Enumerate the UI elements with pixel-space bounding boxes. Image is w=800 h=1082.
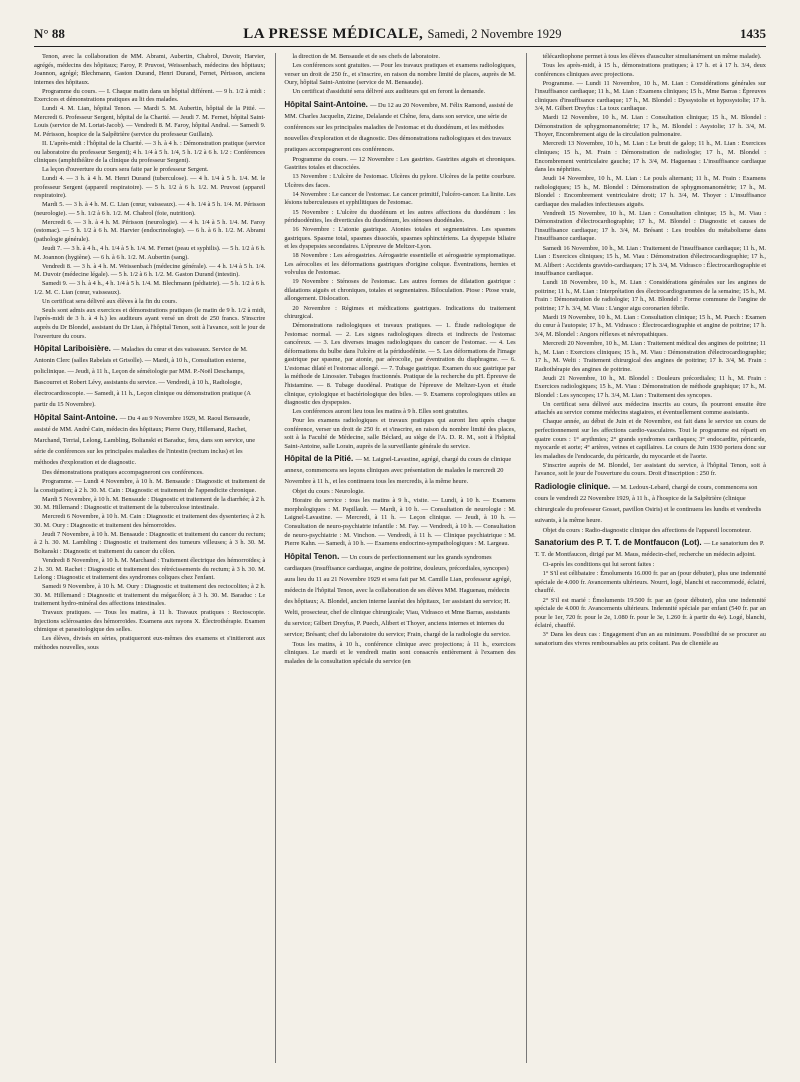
publication-title: LA PRESSE MÉDICALE, <box>243 26 424 42</box>
paragraph: Les élèves, divisés en séries, pratiqueront eux-mêmes des examens et s'initieront aux méthodes nouvelles, sous <box>34 635 266 651</box>
paragraph: Jeudi 7. — 3 h. à 4 h., 4 h. 1/4 à 5 h. 1/4. M. Fernet (peau et syphilis). — 5 h. 1/2 à 6 h. M. Joannon (hygiène). — 6 h. à 6 h. 1/2. M. Aubertin (sang). <box>34 245 266 261</box>
paragraph: Les conférences auront lieu tous les matins à 9 h. Elles sont gratuites. <box>292 408 469 416</box>
paragraph: Horaire du service : tous les matins à 9 h., visite. — Lundi, à 10 h. — Examens morphologiques : M. Papillault. — Mardi, à 10 h. — Consultation de neurologie : M. Laignel-Lavastine. — Mercredi, à 11 h. — Leçon clinique. — Jeudi, à 10 h. — Consultation de neuro-psychiatrie infantile : M. Fay. — Vendredi, à 10 h. — Consultation de neuro-psychiatrie : M. Vinchon. — Vendredi, à 11 h. — Clinique psychiatrique : M. Pierre Kahn. — Samedi, à 10 h. — Examens endocrino-sympathologiques : M. Largeau. <box>284 497 516 548</box>
section-title: Hôpital Lariboisière. <box>34 344 111 354</box>
section-lead-text: — Maladies du cœur et des vaisseaux. Service de M. Antonin Clerc (salles Rabelais et Grisolle). — Mardi, à 10 h., Consultation externe, policlinique. — Jeudi, à 11 h., Leçon de séméiologie par MM. P.-Noël Deschamps, Bascourret et Robert Lévy, assistants du service. — Vendredi, à 10 h., Radiologie, électrocardioscopie. — Samedi, à 11 h., Leçon clinique ou démonstration pratique (A partir du 15 Novembre). <box>34 346 251 409</box>
paragraph: Vendredi 8. — 3 h. à 4 h. M. Weissenbach (médecine générale). — 4 h. 1/4 à 5 h. 1/4. M. Duvoir (médecine légale). — 5 h. 1/2 à 6 h. 1/2. M. Gaston Durand (intestin). <box>34 262 266 279</box>
paragraph: Un certificat sera délivré aux médecins inscrits au cours, ils pourront ensuite être attachés au service comme médecins stagiaires, et éventuellement comme assistants. <box>534 400 766 417</box>
issue-date: Samedi, 2 Novembre 1929 <box>427 27 562 41</box>
section-lead-text: — Un cours de perfectionnement sur les grands syndromes cardiaques (insuffisance cardiaque, angine de poitrine, douleurs, précordiales, syncopes) aura lieu du 11 au 21 Novembre 1929 et sera fait par M. Camille Lian, professeur agrégé, médecin de l'hôpital Tenon, avec la collaboration de ses élèves MM. Haguenau, médecin des hôpitaux; A. Blondel, ancien interne lauréat des hôpitaux, 1er assistant du service; H. Welti, prosecteur, chef de clinique chirurgicale; Viau, Vidrasco et Mme Barras, assistants du service; Gilbert Dreyfus, P. Puech, Alibert et Thoyer, anciens internes et internes du service; Brésant; chef du laboratoire du service; Frain, chargé de la radiologie du service. <box>284 553 512 638</box>
section-heading <box>284 454 515 487</box>
paragraph: Un certificat d'assiduité sera délivré aux auditeurs qui en feront la demande. <box>292 88 486 96</box>
article-columns <box>34 53 766 1063</box>
paragraph: Démonstrations radiologiques et travaux pratiques. — 1. Étude radiologique de l'estomac normal. — 2. Les signes radiologiques directs et indirects de l'estomac cancéreux. — 3. Les diverses images radiologiques du cancer de l'estomac. — 4. Les déformations du bulbe dans l'ulcère et la périduodénite. — 5. Les déformations de l'image gastrique par spasme, par atonie, par aérocolie, par éventration du diaphragme. — 6. L'estomac dilaté et l'estomac allongé. — 7. Tubage gastrique. Examen du suc gastrique par la méthode de Linossier. Tubages fractionnés. Pratique de la recherche du pH. Épreuve de l'histamine. — 8. Tubage duodénal. Pratique de l'épreuve de Meltzer-Lyon et étude clinique, cytologique et bactériologique des biles. — 9. Examens coprologiques utiles au diagnostic des dyspepsies. <box>284 322 516 407</box>
paragraph: 19 Novembre : Sténoses de l'estomac. Les autres formes de dilatation gastrique : dilatations aiguës et chroniques, totales et segmentaires. Biloculation. Ptose : Ptose vraie, allongement. Dislocation. <box>284 278 516 303</box>
col3-paragraphs <box>535 53 766 479</box>
section-radiologie <box>535 482 766 536</box>
section-heading <box>535 538 766 560</box>
section-saint-antoine-estomac <box>284 100 515 452</box>
paragraph: Samedi 9 Novembre, à 10 h. M. Oury : Diagnostic et traitement des rectocolites; à 2 h. 30. M. Hillemand : Diagnostic et traitement du mégacôlon; à 3 h. 30. M. Baraduc : Le traitement hydro-minéral des affections intestinales. <box>34 583 266 608</box>
paragraph: Jeudi 14 Novembre, 10 h., M. Lian : Le pouls alternant; 11 h., M. Frain : Examens radiologiques; 15 h., M. Blondel : Démonstration de sphygmomanométrie; 17 h., M. Blondel : Encombrement ventriculaire droit; 17 h. 3/4, M. Thoyer : L'insuffisance cardiaque des maladies infectieuses aiguës. <box>534 175 766 208</box>
section-title: Hôpital de la Pitié. <box>284 454 354 464</box>
paragraph: Chaque année, au début de Juin et de Novembre, est fait dans le service un cours de perfectionnement sur les affections cardio-vasculaires. Tout le programme est réparti en quatre cours : 1° arythmies; 2° grands syndromes cardiaques; 3° endocardite, péricarde, myocarde et aorte; 4° artères, veines et capillaires. Le cours de Juin 1930 portera donc sur les maladies de l'endocarde, du péricarde, du myocarde et de l'aorte. <box>534 418 766 460</box>
masthead <box>243 26 561 43</box>
section-lead-text: — Du 12 au 20 Novembre, M. Félix Ramond, assisté de MM. Charles Jacquelin, Zizine, Delalande et Chêne, fera, dans son service, une série de conférences sur les principales maladies de l'estomac et du duodénum, et les méthodes nouvelles d'exploration et de diagnostic. Des démonstrations radiologiques et des travaux pratiques accompagneront ces conférences. <box>284 101 514 153</box>
paragraph: 16 Novembre : L'atonie gastrique. Atonies totales et segmentaires. Les spasmes gastriques. Spasme total, spasmes dissociés, spasmes sphinctériens. La dyspepsie biliaire et les dyspepsies secondaires. L'épreuve de Meltzer-Lyon. <box>284 226 516 251</box>
paragraph: S'inscrire auprès de M. Blondel, 1er assistant du service, à l'hôpital Tenon, soit à l'avance, soit le jour de l'ouverture du cours. Droit d'inscription : 250 fr. <box>534 461 766 478</box>
paragraph: Mercredi 6. — 3 h. à 4 h. M. Périsson (neurologie). — 4 h. 1/4 à 5 h. 1/4. M. Faroy (estomac). — 5 h. 1/2 à 6 h. M. Harvier (endocrinologie). — 6 h. à 6 h. 1/2. M. Abrami (pathologie générale). <box>34 218 266 243</box>
paragraph: la direction de M. Bensaude et de ses chefs de laboratoire. <box>292 53 440 60</box>
paragraph: Ci-après les conditions qui lui seront faites : <box>542 561 655 569</box>
paragraph: Samedi 16 Novembre, 10 h., M. Lian : Traitement de l'insuffisance cardiaque; 11 h., M. Lian : Exercices cliniques; 15 h., M. Viau : Démonstration d'électrocardiographie; 17 h., M. Alibert : Accidents gravido-cardiaques; 17 h. 3/4, M. Vidrasco : Électrocardiographie et insuffisance cardiaque. <box>534 244 766 278</box>
section-heading <box>34 344 265 410</box>
paragraph: Programme du cours. — I. Chaque matin dans un hôpital différent. — 9 h. 1/2 à midi : Exercices et démonstrations pratiques au lit des malades. <box>34 87 266 104</box>
paragraph: 1° S'il est célibataire : Émoluments 16.000 fr. par an (pour débuter), plus une indemnité spéciale de 4.000 fr. Avancements ultérieurs. Nourri, logé, blanchi et raccommodé, éclairé, chauffé. <box>534 570 766 595</box>
paragraph: Tous les matins, à 10 h., conférence clinique avec projections; à 11 h., exercices cliniques. Le mardi et le vendredi matin sont consacrés entièrement à l'examen des malades de la consultation spéciale du service (en <box>284 640 516 665</box>
section-title: Radiologie clinique. <box>534 481 611 491</box>
paragraph: Lundi 4. M. Lian, hôpital Tenon. — Mardi 5. M. Aubertin, hôpital de la Pitié. — Mercredi 6. Professeur Sergent, hôpital de la Charité. — Jeudi 7. M. Fernet, hôpital Saint-Louis (service de M. Lortat-Jacob). — Vendredi 8. M. Faroy, hôpital Andral. — Samedi 9. M. Périsson, hospice de la Salpêtrière (service du professeur Guillain). <box>34 105 266 138</box>
col2-paragraphs <box>284 53 515 97</box>
column-middle <box>275 53 515 1063</box>
section-title: Hôpital Saint-Antoine. <box>34 413 118 423</box>
paragraph: 20 Novembre : Régimes et médications gastriques. Indications du traitement chirurgical. <box>284 304 516 321</box>
paragraph: Les conférences sont gratuites. — Pour les travaux pratiques et examens radiologiques, verser un droit de 250 fr., et s'inscrire, en raison du nombre limité de places, auprès de M. Oury, hôpital Saint-Antoine (service de M. Bensaude). <box>284 62 516 87</box>
paragraph: Lundi 18 Novembre, 10 h., M. Lian : Considérations générales sur les angines de poitrine; 11 h., M. Lian : Interprétation des électrocardiogrammes de la semaine; 15 h., M. Frain : Démonstration de radiologie; 17 h., M. Blondel : Forme commune de l'angine de poitrine; 17 h. 3/4, M. Viau : L'angor aigu coronarien fébrile. <box>534 279 766 312</box>
paragraph: 14 Novembre : Le cancer de l'estomac. Le cancer primitif, l'ulcéro-cancer. La linite. Les lésions tuberculeuses et syphilitiques de l'estomac. <box>284 190 516 207</box>
paragraph: 13 Novembre : L'ulcère de l'estomac. Ulcères du pylore. Ulcères de la petite courbure. Ulcères des faces. <box>284 173 516 189</box>
paragraph: Mercredi 20 Novembre, 10 h., M. Lian : Traitement médical des angines de poitrine; 11 h., M. Lian : Exercices cliniques; 15 h., M. Viau : Démonstration d'électrocardiographie; 17 h., M. Welti : Traitement chirurgical des angines de poitrine; 17 h. 3/4, M. Frain : Radiothérapie des angines de poitrine. <box>534 340 766 373</box>
paragraph: Pour les examens radiologiques et travaux pratiques qui auront lieu après chaque conférence, verser un droit de 250 fr. et s'inscrire, en raison du nombre limité des places, soit à la Faculté de Médecine, salle Béclard, au siège de l'A. D. R. M., soit à l'hôpital Saint-Antoine, salle Lorain, auprès de la surveillante générale du service. <box>284 417 516 450</box>
section-lead-text: — M. Ledoux-Lebard, chargé de cours, commencera son cours le vendredi 22 Novembre 1929, à 11 h., à l'hospice de la Salpêtrière (clinique chirurgicale du professeur Gosset, pavillon Osiris) et le continuera les lundis et vendredis suivants, à la même heure. <box>534 483 762 524</box>
paragraph: Mardi 19 Novembre, 10 h., M. Lian : Consultation clinique; 15 h., M. Puech : Examen du cœur à l'autopsie; 17 h., M. Vidrasco : Électrocardiographie et angine de poitrine; 17 h. 3/4, M. Blondel : Angors réflexes et névropathiques. <box>534 313 766 338</box>
paragraph: Tous les après-midi, à 15 h., démonstrations pratiques; à 17 h. et à 17 h. 3/4, deux conférences cliniques avec projections. <box>534 62 766 78</box>
section-pitie <box>284 454 515 548</box>
paragraph: Samedi 9. — 3 h. à 4 h., 4 h. 1/4 à 5 h. 1/4. M. Blechmann (pédiatrie). — 5 h. 1/2 à 6 h. 1/2. M. C. Lian (cœur, vaisseaux). <box>34 280 266 296</box>
section-title: Hôpital Saint-Antoine. <box>284 99 368 109</box>
page-number: 1435 <box>739 26 766 41</box>
paragraph: Un certificat sera délivré aux élèves à la fin du cours. <box>42 297 178 305</box>
paragraph: Programme du cours. — 12 Novembre : Les gastrites. Gastrites aiguës et chroniques. Gastrites totales et discociées. <box>284 155 516 172</box>
paragraph: Seuls sont admis aux exercices et démonstrations pratiques (le matin de 9 h. 1/2 à midi, l'après-midi de 3 h. à 4 h.) les auditeurs ayant versé un droit de 250 francs. S'inscrire auprès du Dr Blondel, assistant du Dr Lian, à l'hôpital Tenon, soit à l'avance, soit le jour de l'ouverture du cours. <box>34 306 266 340</box>
section-heading <box>284 100 515 155</box>
section-saint-antoine-intestin <box>34 413 265 652</box>
section-lead-text: — M. Laignel-Lavastine, agrégé, chargé du cours de clinique annexe, commencera ses leçons cliniques avec présentation de malades le mercredi 20 Novembre à 11 h., et les continuera tous les mercredis, à la même heure. <box>284 456 512 486</box>
paragraph: Tenon, avec la collaboration de MM. Abrami, Aubertin, Chabrol, Duvoir, Harvier, agrégés, médecins des hôpitaux; Faroy, P. Pruvost, Weissenbach, médecins des hôpitaux; Joannon, agrégé; Blechmann, Gaston Durand, Henri Durand, Fernet, Périsson, anciens internes des hôpitaux. <box>34 53 266 86</box>
section-heading <box>34 413 265 468</box>
paragraph: Programme. — Lundi 4 Novembre, à 10 h. M. Bensaude : Diagnostic et traitement de la constipation; à 2 h. 30. M. Cain : Diagnostic et traitement de l'appendicite chronique. <box>34 478 266 494</box>
paragraph: Mardi 5 Novembre, à 10 h. M. Bensaude : Diagnostic et traitement de la diarrhée; à 2 h. 30. M. Hillemand : Diagnostic et traitement de la tuberculose intestinale. <box>34 495 266 512</box>
paragraph: Programme. — Lundi 11 Novembre, 10 h., M. Lian : Considérations générales sur l'insuffisance cardiaque; 11 h., M. Lian : Examens cliniques; 15 h., Mme Barras : Épreuves cliniques d'insuffisance cardiaque; 17 h., M. Blondel : Dyssystolie et hyposystolie; 17 h. 3/4, M. Gilbert Dreyfus : La toux cardiaque. <box>534 79 766 113</box>
paragraph: 3° Dans les deux cas : Engagement d'un an au minimum. Possibilité de se procurer au sanatorium des vivres remboursables au prix coûtant. Pas de clientèle au <box>534 631 766 647</box>
section-heading <box>284 552 515 640</box>
paragraph: Lundi 4. — 3 h. à 4 h. M. Henri Durand (tuberculose). — 4 h. 1/4 à 5 h. 1/4. M. le professeur Sergent (appareil respiratoire). — 5 h. 1/2 à 6 h. 1/2. M. Pruvost (appareil respiratoire). <box>34 175 266 200</box>
paragraph: 15 Novembre : L'ulcère du duodénum et les autres affections du duodénum : les périduodénites, les diverticules du duodénum, les sténoses duodénales. <box>284 208 516 225</box>
section-title: Hôpital Tenon. <box>284 551 340 561</box>
column-right <box>526 53 766 1063</box>
paragraph: Mercredi 6 Novembre, à 10 h. M. Cain : Diagnostic et traitement des dysenteries; à 2 h. 30. M. Oury : Diagnostic et traitement des hémorroïdes. <box>34 513 266 529</box>
section-lead-text: — Du 4 au 9 Novembre 1929, M. Raoul Bensaude, assisté de MM. André Cain, médecin des hôpitaux; Pierre Oury, Hillemand, Rachet, Marchand, Terrial, Lelong, Lambling, Boltanski et Baraduc, fera, dans son service, une série de conférences sur les principales maladies de l'intestin (rectum inclus) et les méthodes d'exploration et de diagnostic. <box>34 415 256 467</box>
paragraph: II. L'après-midi : l'hôpital de la Charité. — 3 h. à 4 h. : Démonstration pratique (service ou laboratoire du professeur Sergent); 4 h. 1/4 à 5 h. 1/4, 5 h. 1/2 à 6 h. 1/2 : Conférences cliniques (amphithéâtre de la clinique du professeur Sergent). <box>34 139 266 165</box>
paragraph: Vendredi 8 Novembre, à 10 h. M. Marchand : Traitement électrique des hémorroïdes; à 2 h. 30. M. Rachet : Diagnostic et traitement des rétrécissements du rectum; à 3 h. 30. M. Lelong : Diagnostic et traitement des syndromes coliques chez l'enfant. <box>34 557 266 582</box>
paragraph: Objet du cours : Radio-diagnostic clinique des affections de l'appareil locomoteur. <box>542 526 752 534</box>
section-sanatorium <box>535 538 766 648</box>
section-lariboisiere <box>34 344 265 410</box>
paragraph: Jeudi 7 Novembre, à 10 h. M. Bensaude : Diagnostic et traitement du cancer du rectum; à 2 h. 30. M. Lambling : Diagnostic et traitement des tumeurs villeuses; à 3 h. 30. M. Boltanski : Diagnostic et traitement du cancer du côlon. <box>34 530 266 555</box>
paragraph: Objet du cours : Neurologie. <box>292 488 365 496</box>
paragraph: 18 Novembre : Les aérogastries. Aérogastrie essentielle et aérogastrie symptomatique. Les aérocolies et les déformations gastriques d'origine colique. Éventrations, hernies et volvulus de l'estomac. <box>284 252 516 277</box>
column-left <box>34 53 265 1063</box>
section-lead-text: — Le sanatorium des P. T. T. de Montfaucon, dirigé par M. Maus, médecin-chef, recherche un médecin adjoint. <box>534 540 765 559</box>
page-header <box>34 26 766 47</box>
paragraph: Jeudi 21 Novembre, 10 h., M. Blondel : Douleurs précordiales; 11 h., M. Frain : Exercices radiologiques; 15 h., M. Viau : Démonstration de méthode graphique; 17 h., M. Blondel : Les syncopes; 17 h. 3/4, M. Lian : Traitement des syncopes. <box>534 374 766 399</box>
paragraph: 2° S'il est marié : Émoluments 19.500 fr. par an (pour débuter), plus une indemnité spéciale de 4.000 fr. Avancements ultérieurs. Indemnité spéciale par enfant (540 fr. par an pour le 1er, 720 fr. pour le 2e, 1.080 fr. pour le 3e, 1.260 fr. à partir du 4e). Logé, blanchi, éclairé, chauffé. <box>534 596 766 630</box>
section-heading <box>535 482 766 526</box>
paragraph: Travaux pratiques. — Tous les matins, à 11 h. Travaux pratiques : Rectoscopie. Injections sclérosantes des hémorroïdes. Examens aux rayons X. Électrothérapie. Examen chimique et parasitologique des selles. <box>34 609 266 634</box>
col1-paragraphs <box>34 53 265 341</box>
section-tenon <box>284 552 515 667</box>
paragraph: Mardi 12 Novembre, 10 h., M. Lian : Consultation clinique; 15 h., M. Blondel : Démonstration de sphygmomanométrie; 17 h., M. Blondel : Asystolie; 17 h. 3/4, M. Thoyer, Encombrement aigu de la circulation pulmonaire. <box>534 114 766 139</box>
paragraph: Mardi 5. — 3 h. à 4 h. M. C. Lian (cœur, vaisseaux). — 4 h. 1/4 à 5 h. 1/4. M. Périsson (neurologie). — 5 h. 1/2 à 6 h. 1/2. M. Chabrol (foie, nutrition). <box>34 201 266 217</box>
section-title: Sanatorium des P. T. T. de Montfaucon (Lot). <box>534 538 702 548</box>
paragraph: télécardiophone permet à tous les élèves d'ausculter simultanément un même malade). <box>542 53 762 60</box>
issue-number: N° 88 <box>34 26 65 41</box>
paragraph: La leçon d'ouverture du cours sera faite par le professeur Sergent. <box>42 166 209 174</box>
paragraph: Des démonstrations pratiques accompagneront ces conférences. <box>42 469 204 477</box>
paragraph: Mercredi 13 Novembre, 10 h., M. Lian : Le bruit de galop; 11 h., M. Lian : Exercices cliniques; 15 h., M. Frain : Démonstration de radiologie; 17 h., M. Blondel : Encombrement ventriculaire gauche; 17 h. 3/4, M. Haguenau : L'insuffisance cardiaque dans les néphrites. <box>534 140 766 174</box>
paragraph: Vendredi 15 Novembre, 10 h., M. Lian : Consultation clinique; 15 h., M. Viau : Démonstration d'électrocardiographie; 17 h., M. Blondel : Diagnostic et causes de l'insuffisance cardiaque; 17 h. 3/4, M. Brésant : Les troubles du métabolisme dans l'insuffisance cardiaque. <box>534 209 766 243</box>
